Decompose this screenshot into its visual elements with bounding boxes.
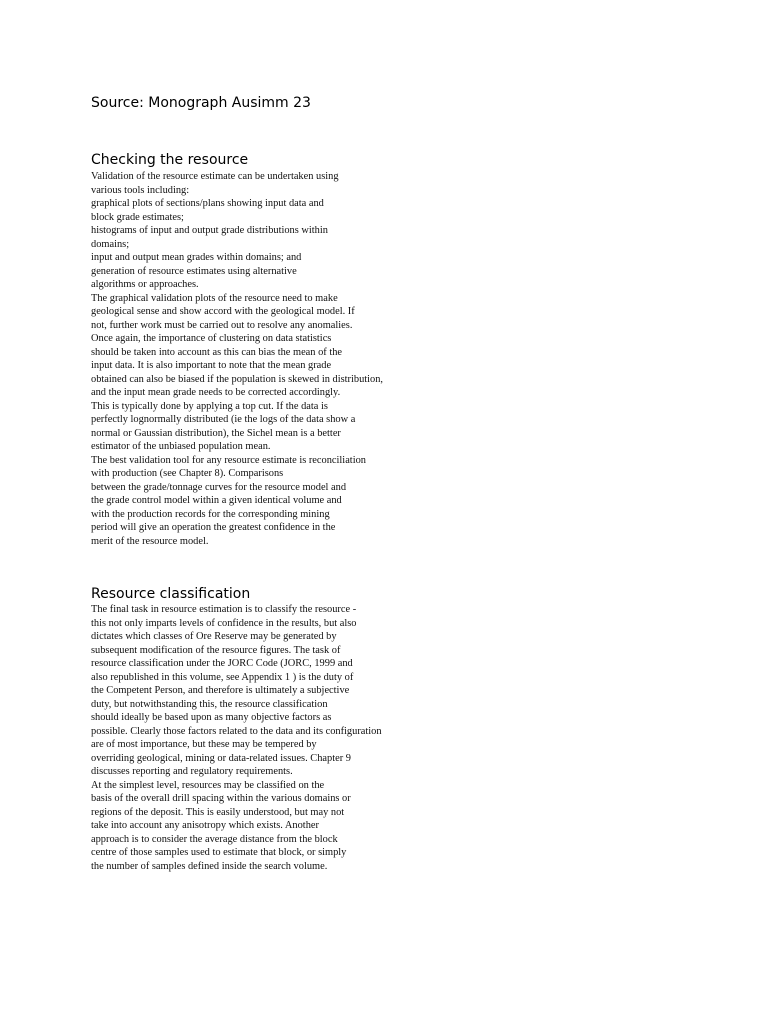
text-line: should be taken into account as this can bias the mean of the	[91, 346, 343, 358]
text-line: this not only imparts levels of confidence in the results, but also	[91, 617, 357, 629]
text-line: generation of resource estimates using alternative	[91, 265, 297, 277]
text-line: basis of the overall drill spacing within the various domains or	[91, 793, 351, 804]
text-line: the Competent Person, and therefore is ultimately a subjective	[91, 685, 350, 696]
section-body-checking-the-resource	[91, 170, 421, 548]
text-line: the grade control model within a given identical volume and	[91, 495, 342, 506]
text-line: histograms of input and output grade distributions within	[91, 225, 328, 236]
text-line: not, further work must be carried out to resolve any anomalies.	[91, 319, 353, 331]
text-line: algorithms or approaches.	[91, 279, 199, 290]
text-line: At the simplest level, resources may be classified on the	[91, 779, 325, 791]
text-line: regions of the deposit. This is easily understood, but may not	[91, 806, 345, 818]
section-heading-checking-the-resource: Checking the resource	[91, 152, 249, 168]
text-line: The final task in resource estimation is to classify the resource -	[91, 604, 357, 615]
text-line: Once again, the importance of clustering on data statistics	[91, 333, 332, 344]
text-line: are of most importance, but these may be tempered by	[91, 739, 317, 750]
text-line: estimator of the unbiased population mean.	[91, 441, 271, 452]
section-body-resource-classification	[91, 603, 421, 873]
text-line: normal or Gaussian distribution), the Sichel mean is a better	[91, 427, 341, 439]
text-line: should ideally be based upon as many objective factors as	[91, 712, 332, 723]
text-line: and the input mean grade needs to be corrected accordingly.	[91, 387, 341, 398]
text-line: block grade estimates;	[91, 211, 184, 223]
section-heading-resource-classification: Resource classification	[91, 586, 251, 602]
text-line: overriding geological, mining or data-related issues. Chapter 9	[91, 752, 351, 764]
text-line: The best validation tool for any resource estimate is reconciliation	[91, 454, 366, 466]
text-line: with production (see Chapter 8). Comparisons	[91, 468, 284, 479]
text-line: possible. Clearly those factors related to the data and its configuration	[91, 725, 382, 737]
text-line: perfectly lognormally distributed (ie the logs of the data show a	[91, 414, 356, 425]
text-line: between the grade/tonnage curves for the resource model and	[91, 481, 347, 493]
text-line: subsequent modification of the resource figures. The task of	[91, 644, 341, 656]
text-line: domains;	[91, 238, 130, 250]
text-line: duty, but notwithstanding this, the resource classification	[91, 698, 328, 710]
text-line: This is typically done by applying a top cut. If the data is	[91, 400, 328, 412]
text-line: the number of samples defined inside the search volume.	[91, 860, 328, 872]
text-line: resource classification under the JORC Code (JORC, 1999 and	[91, 658, 353, 669]
text-line: with the production records for the corresponding mining	[91, 508, 330, 520]
text-line: approach is to consider the average distance from the block	[91, 833, 338, 845]
text-line: also republished in this volume, see Appendix 1 ) is the duty of	[91, 671, 354, 683]
text-line: input and output mean grades within domains; and	[91, 252, 302, 263]
text-line: period will give an operation the greatest confidence in the	[91, 522, 336, 533]
text-line: dictates which classes of Ore Reserve may be generated by	[91, 631, 337, 642]
text-line: geological sense and show accord with the geological model. If	[91, 306, 355, 317]
text-line: centre of those samples used to estimate that block, or simply	[91, 847, 347, 858]
source-heading: Source: Monograph Ausimm 23	[91, 95, 311, 111]
text-line: discusses reporting and regulatory requirements.	[91, 766, 293, 777]
text-line: various tools including:	[91, 184, 190, 196]
text-line: Validation of the resource estimate can be undertaken using	[91, 171, 339, 182]
text-line: merit of the resource model.	[91, 535, 209, 547]
text-line: graphical plots of sections/plans showing input data and	[91, 198, 324, 209]
text-line: obtained can also be biased if the population is skewed in distribution,	[91, 373, 384, 385]
text-line: input data. It is also important to note that the mean grade	[91, 360, 332, 371]
text-line: take into account any anisotropy which exists. Another	[91, 820, 319, 831]
text-line: The graphical validation plots of the resource need to make	[91, 292, 338, 304]
